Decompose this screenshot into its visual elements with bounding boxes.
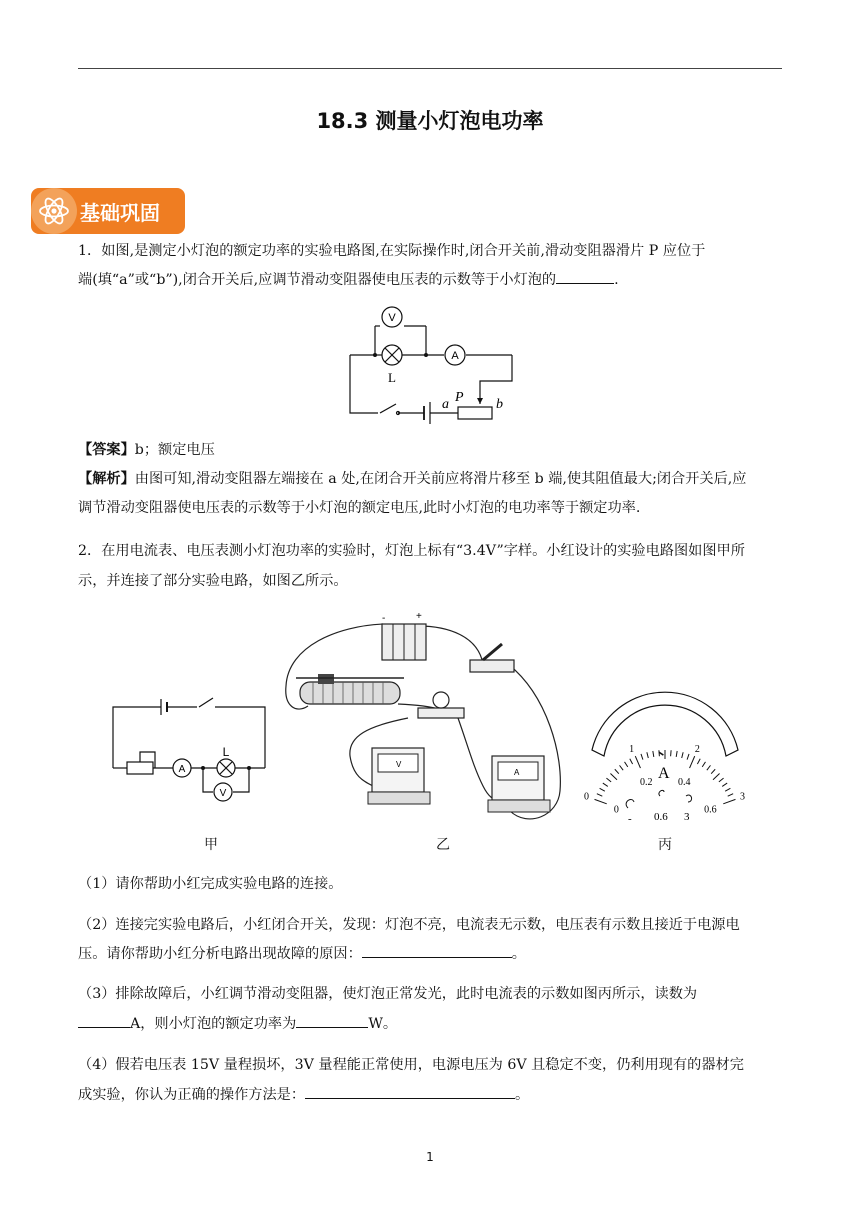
meter-tick — [647, 752, 648, 758]
q2-sub4-line1: （4）假若电压表 15V 量程损坏，3V 量程能正常使用，电源电压为 6V 且稳定不变，仍利用现有的器材完 — [78, 1057, 744, 1073]
q1-a-label: A — [451, 350, 459, 362]
meter-tick — [707, 765, 711, 770]
q1-line2-text: 端(填“a”或“b”),闭合开关后,应调节滑动变阻器使电压表的示数等于小灯泡的 — [78, 272, 557, 288]
meter-bottom-tick-label: 0 — [613, 804, 619, 816]
q1-p-label: P — [455, 390, 464, 405]
meter-tick — [610, 774, 617, 780]
meter-tick — [641, 754, 643, 760]
q2-sub4-line2 — [78, 1081, 782, 1110]
fig-bing-meter — [570, 690, 750, 826]
svg-text:V: V — [396, 760, 402, 769]
q1-line2 — [78, 266, 782, 295]
meter-top-tick-label: 1 — [629, 743, 635, 755]
answer-text: b；额定电压 — [134, 442, 215, 458]
q2-sub3-power-blank[interactable] — [296, 1011, 368, 1028]
terminal-negative: - — [628, 813, 632, 825]
caption-bing: 丙 — [658, 837, 672, 853]
fig-yi-apparatus — [278, 606, 568, 828]
voltmeter-device-icon — [368, 748, 430, 804]
meter-tick — [597, 794, 602, 797]
page-number: 1 — [426, 1150, 434, 1164]
q1-a-end-label: a — [442, 397, 449, 412]
caption-yi: 乙 — [436, 837, 450, 853]
svg-text:A: A — [514, 768, 520, 777]
meter-tick — [653, 751, 654, 757]
q1-line2-end: . — [614, 272, 619, 288]
meter-tick — [682, 752, 683, 758]
q2-sub3-current-blank[interactable] — [78, 1011, 130, 1028]
q1-l-label: L — [388, 370, 396, 385]
meter-tick — [722, 783, 727, 786]
lamp-holder-icon — [418, 692, 464, 718]
q1-answer — [78, 436, 782, 465]
q2-sub2-line2 — [78, 940, 782, 969]
meter-top-tick-label: 3 — [739, 791, 745, 803]
q2-sub2-line1: （2）连接完实验电路后，小红闭合开关，发现：灯泡不亮，电流表无示数，电压表有示数且接近于电源电 — [78, 917, 740, 933]
meter-tick — [690, 756, 695, 768]
meter-tick — [687, 754, 689, 760]
meter-bottom-tick-label: 0.4 — [678, 776, 691, 788]
terminal-0-6: 0.6 — [654, 811, 668, 823]
q1-v-label: V — [388, 312, 396, 324]
meter-bottom-tick-label: 0.2 — [639, 776, 653, 788]
meter-tick — [697, 759, 700, 764]
meter-top-tick-label: 0 — [584, 791, 590, 803]
fig-jia-circuit — [105, 690, 275, 810]
q1-answer-blank[interactable] — [556, 267, 614, 284]
q2-sub4-text: 成实验，你认为正确的操作方法是： — [78, 1087, 306, 1103]
meter-tick — [719, 778, 724, 782]
rheostat-icon — [296, 674, 404, 704]
header-rule — [78, 68, 782, 69]
q1-analysis-line1 — [78, 465, 782, 494]
meter-tick — [630, 759, 633, 764]
jia-l-label: L — [222, 745, 230, 759]
analysis-tag: 【解析】 — [78, 471, 135, 487]
ammeter-device-icon — [488, 756, 550, 812]
meter-tick — [728, 794, 733, 797]
q2-sub3-end: W。 — [368, 1016, 398, 1032]
meter-tick — [615, 769, 619, 773]
meter-tick — [725, 788, 730, 791]
meter-bottom-tick-label: 0.6 — [704, 804, 717, 816]
answer-tag: 【答案】 — [78, 442, 135, 458]
q2-sub3-mid: A，则小灯泡的额定功率为 — [130, 1016, 297, 1032]
meter-tick — [625, 762, 628, 767]
meter-tick — [600, 788, 605, 791]
svg-text:-: - — [382, 613, 386, 624]
q2-line2: 示，并连接了部分实验电路，如图乙所示。 — [78, 573, 348, 589]
meter-tick — [723, 799, 735, 803]
q2-sub4-end: 。 — [515, 1087, 530, 1103]
q2-sub2-end: 。 — [511, 946, 526, 962]
q1-circuit-diagram — [340, 298, 530, 428]
meter-tick — [606, 778, 611, 782]
q2-sub3-line2 — [78, 1010, 782, 1039]
q2-sub2-text: 压。请你帮助小红分析电路出现故障的原因： — [78, 946, 362, 962]
q2-sub4-blank[interactable] — [305, 1082, 515, 1099]
meter-tick — [620, 765, 624, 770]
q2-sub1: （1）请你帮助小红完成实验电路的连接。 — [78, 876, 343, 892]
caption-jia: 甲 — [204, 837, 218, 853]
q1-analysis-line2: 调节滑动变阻器使电压表的示数等于小灯泡的额定电压,此时小灯泡的电功率等于额定功率. — [78, 500, 641, 516]
jia-v-label: V — [219, 788, 227, 799]
meter-tick — [676, 751, 677, 757]
q2-sub2-blank[interactable] — [362, 941, 512, 958]
atom-icon — [31, 188, 77, 234]
analysis-text-1: 由图可知,滑动变阻器左端接在 a 处,在闭合开关前应将滑片移至 b 端,使其阻值最大;闭合开关后,应 — [134, 471, 747, 487]
svg-text:+: + — [416, 611, 422, 622]
q1-line1: 1．如图,是测定小灯泡的额定功率的实验电路图,在实际操作时,闭合开关前,滑动变阻器滑片 P 应位于 — [78, 243, 706, 259]
meter-tick — [635, 756, 640, 768]
meter-top-tick-label: 2 — [694, 743, 700, 755]
meter-tick — [702, 762, 705, 767]
jia-a-label: A — [178, 764, 186, 775]
meter-tick — [603, 783, 608, 786]
meter-tick — [713, 774, 720, 780]
meter-tick — [711, 769, 715, 773]
q1-b-end-label: b — [496, 397, 503, 412]
meter-tick — [595, 799, 607, 803]
battery-icon — [382, 611, 426, 660]
q2-line1: 2．在用电流表、电压表测小灯泡功率的实验时，灯泡上标有“3.4V”字样。小红设计的实验电路图如图甲所 — [78, 543, 745, 559]
q2-sub3-line1: （3）排除故障后，小红调节滑动变阻器，使灯泡正常发光，此时电流表的示数如图丙所示，读数为 — [78, 986, 698, 1002]
page-title: 18.3 测量小灯泡电功率 — [316, 109, 544, 133]
meter-unit-label: A — [658, 765, 670, 782]
section-badge-label: 基础巩固 — [80, 201, 160, 225]
terminal-3: 3 — [684, 811, 690, 823]
